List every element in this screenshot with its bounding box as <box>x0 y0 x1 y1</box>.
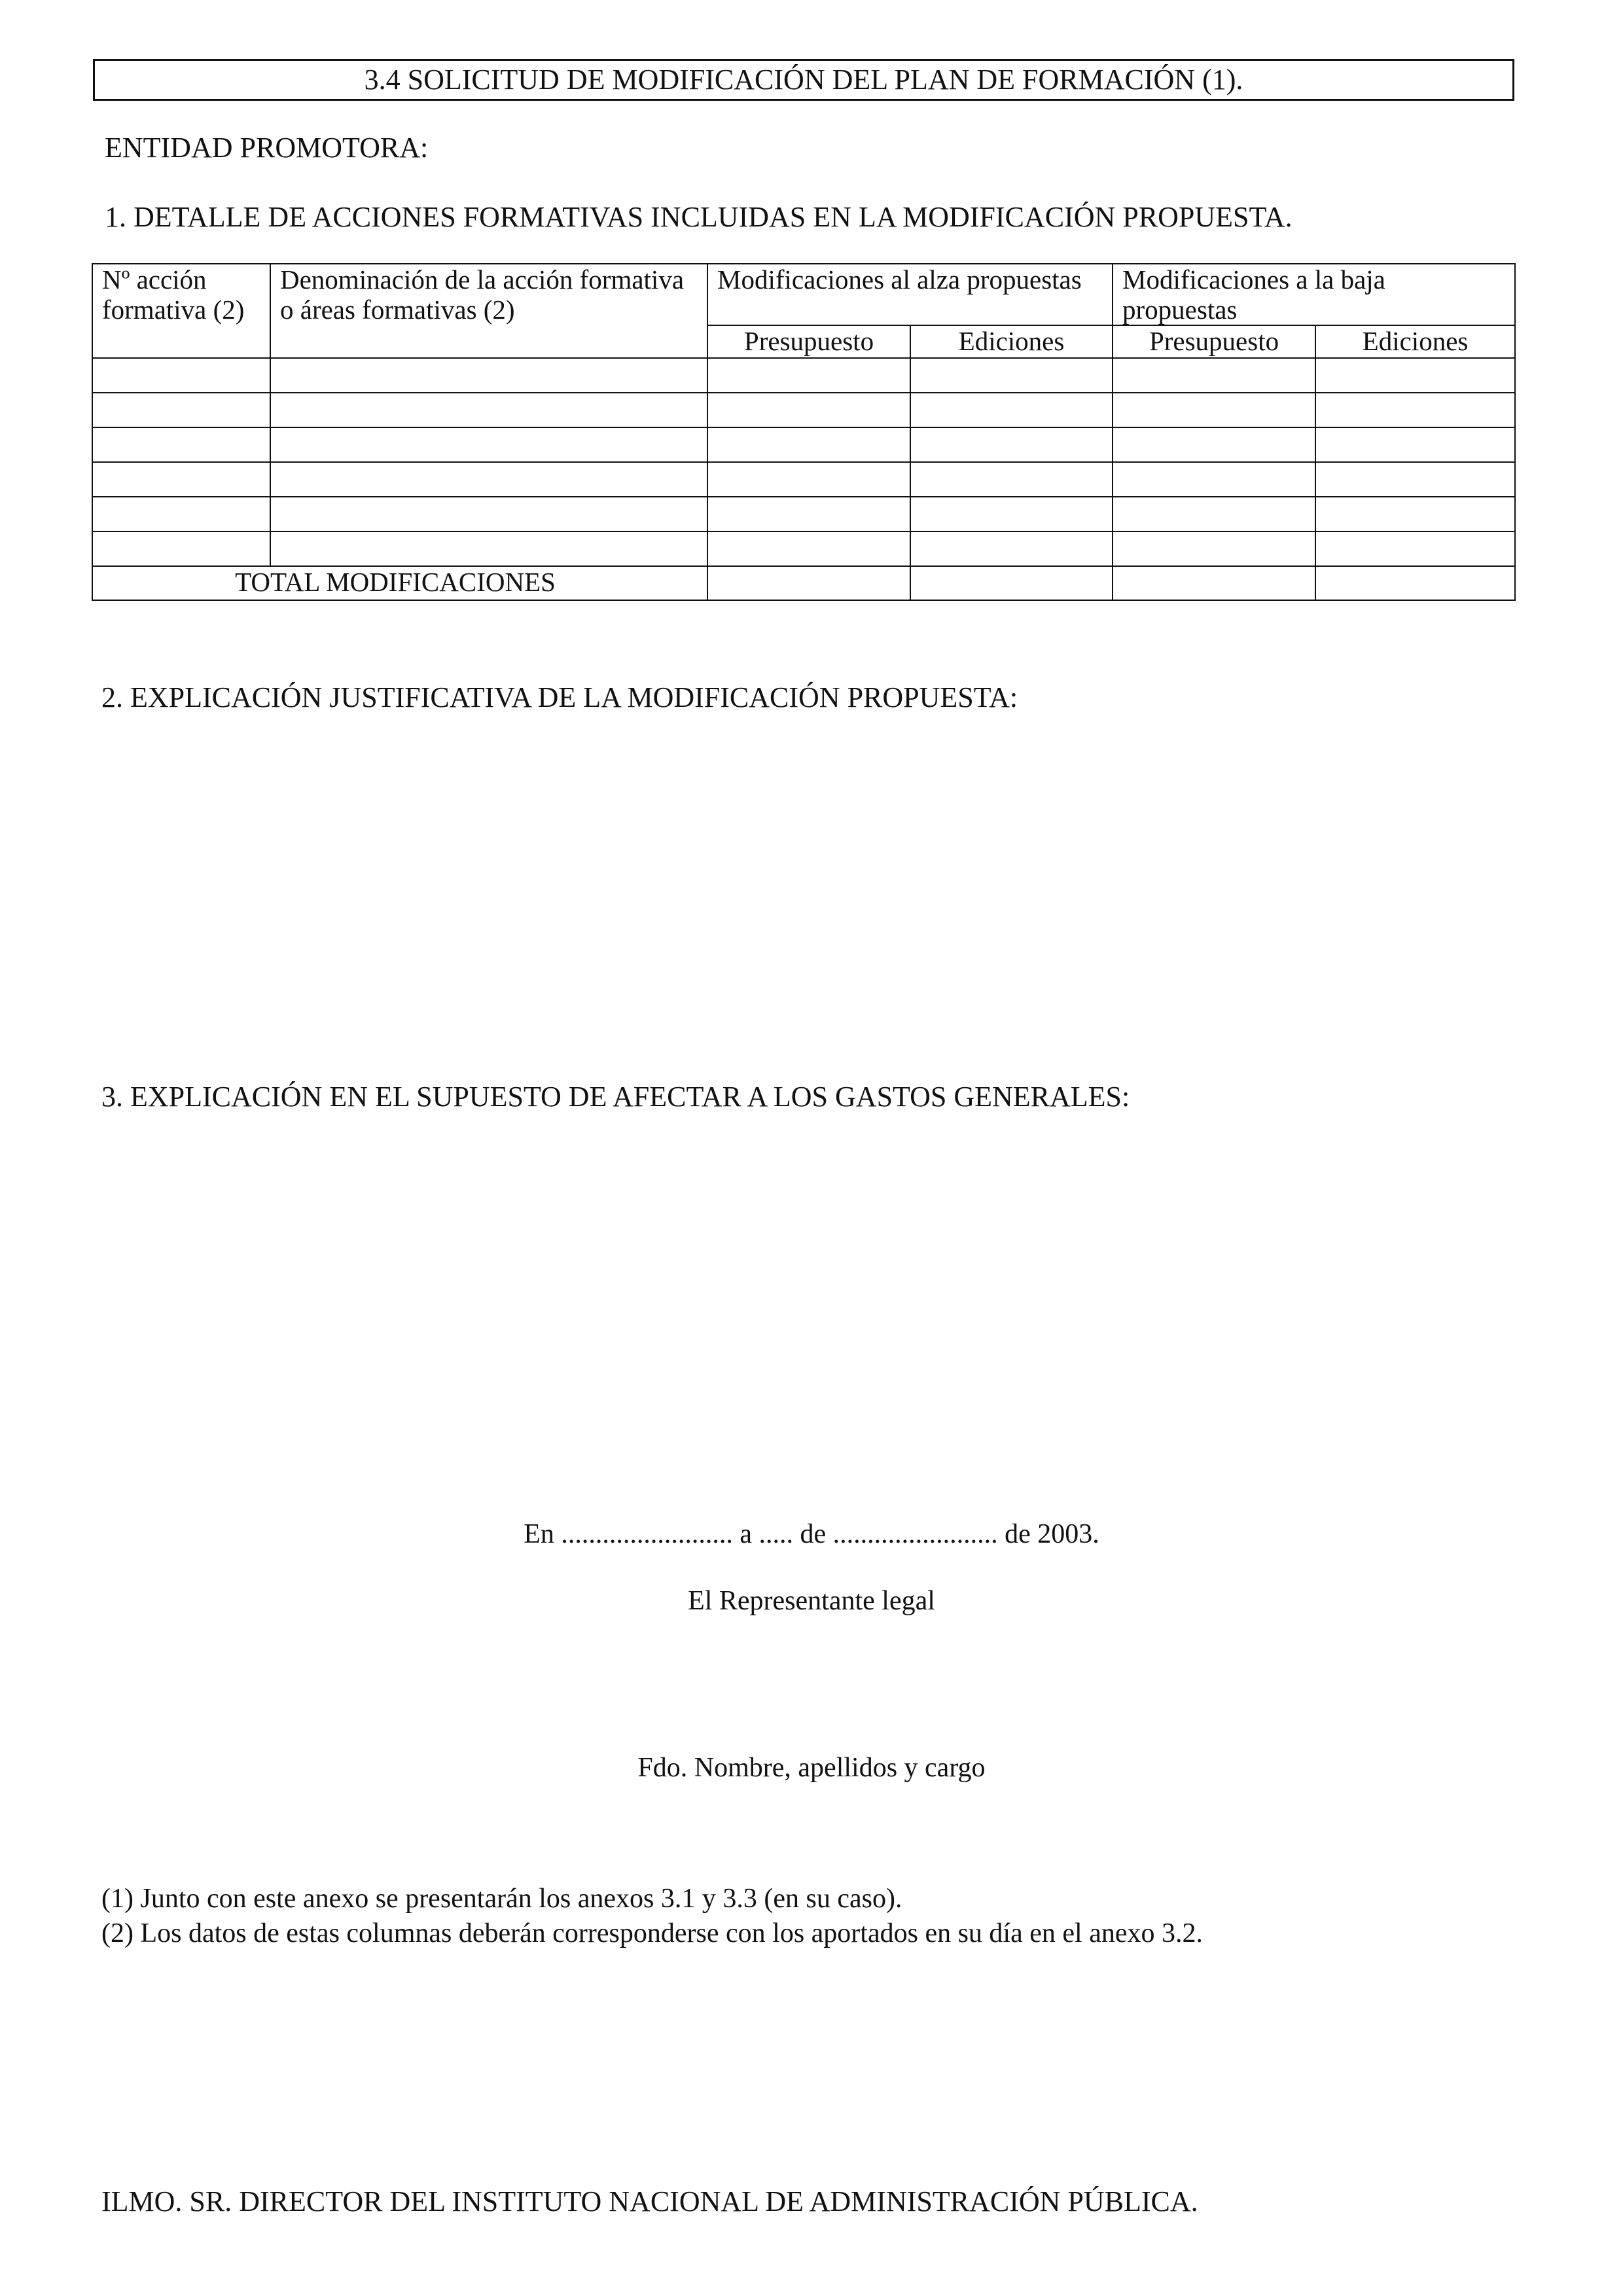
total-presupuesto-baja[interactable] <box>1113 566 1315 600</box>
cell-presupuesto-alza[interactable] <box>707 358 910 393</box>
total-presupuesto-alza[interactable] <box>707 566 910 600</box>
col-header-numero: Nº acción formativa (2) <box>92 264 270 358</box>
cell-ediciones-alza[interactable] <box>910 497 1113 531</box>
cell-presupuesto-baja[interactable] <box>1113 358 1315 393</box>
cell-denominacion[interactable] <box>270 393 707 427</box>
table-total-row <box>92 566 1515 600</box>
table-row <box>92 393 1515 427</box>
cell-presupuesto-baja[interactable] <box>1113 497 1315 531</box>
entidad-promotora-label: ENTIDAD PROMOTORA: <box>105 132 429 164</box>
cell-ediciones-alza[interactable] <box>910 358 1113 393</box>
cell-presupuesto-baja[interactable] <box>1113 462 1315 497</box>
place-date-line: En ......................... a ..... de ........................ de 2003. <box>524 1519 1099 1549</box>
table-row <box>92 497 1515 531</box>
cell-ediciones-alza[interactable] <box>910 462 1113 497</box>
cell-numero[interactable] <box>92 497 270 531</box>
cell-presupuesto-baja[interactable] <box>1113 427 1315 462</box>
cell-numero[interactable] <box>92 462 270 497</box>
cell-denominacion[interactable] <box>270 462 707 497</box>
total-ediciones-alza[interactable] <box>910 566 1113 600</box>
section-1-heading: 1. DETALLE DE ACCIONES FORMATIVAS INCLUIDAS EN LA MODIFICACIÓN PROPUESTA. <box>105 201 1293 233</box>
cell-presupuesto-baja[interactable] <box>1113 531 1315 566</box>
sub-header-presupuesto-alza: Presupuesto <box>707 325 910 358</box>
actions-table <box>92 263 1516 601</box>
cell-presupuesto-alza[interactable] <box>707 427 910 462</box>
sub-header-ediciones-baja: Ediciones <box>1315 325 1515 358</box>
footnote-1: (1) Junto con este anexo se presentarán los anexos 3.1 y 3.3 (en su caso). <box>101 1884 902 1914</box>
cell-presupuesto-alza[interactable] <box>707 462 910 497</box>
cell-presupuesto-alza[interactable] <box>707 531 910 566</box>
cell-denominacion[interactable] <box>270 358 707 393</box>
cell-ediciones-baja[interactable] <box>1315 462 1515 497</box>
cell-denominacion[interactable] <box>270 497 707 531</box>
cell-numero[interactable] <box>92 427 270 462</box>
table-header-row <box>92 264 1515 325</box>
col-header-denominacion: Denominación de la acción formativa o áreas formativas (2) <box>270 264 707 358</box>
cell-ediciones-alza[interactable] <box>910 393 1113 427</box>
table-row <box>92 462 1515 497</box>
signature-label: Fdo. Nombre, apellidos y cargo <box>637 1753 986 1783</box>
sub-header-presupuesto-baja: Presupuesto <box>1113 325 1315 358</box>
section-3-heading: 3. EXPLICACIÓN EN EL SUPUESTO DE AFECTAR A LOS GASTOS GENERALES: <box>101 1081 1130 1113</box>
cell-ediciones-alza[interactable] <box>910 531 1113 566</box>
sub-header-ediciones-alza: Ediciones <box>910 325 1113 358</box>
col-header-alza: Modificaciones al alza propuestas <box>707 264 1113 325</box>
total-ediciones-baja[interactable] <box>1315 566 1515 600</box>
addressee: ILMO. SR. DIRECTOR DEL INSTITUTO NACIONAL DE ADMINISTRACIÓN PÚBLICA. <box>101 2185 1198 2217</box>
table-row <box>92 531 1515 566</box>
cell-ediciones-baja[interactable] <box>1315 531 1515 566</box>
cell-presupuesto-alza[interactable] <box>707 393 910 427</box>
cell-numero[interactable] <box>92 393 270 427</box>
footnote-2: (2) Los datos de estas columnas deberán corresponderse con los aportados en su día en el anexo 3.2. <box>101 1918 1203 1948</box>
cell-denominacion[interactable] <box>270 531 707 566</box>
table-row <box>92 427 1515 462</box>
cell-presupuesto-alza[interactable] <box>707 497 910 531</box>
cell-numero[interactable] <box>92 358 270 393</box>
cell-ediciones-baja[interactable] <box>1315 427 1515 462</box>
cell-ediciones-baja[interactable] <box>1315 358 1515 393</box>
representante-label: El Representante legal <box>688 1586 935 1616</box>
cell-ediciones-baja[interactable] <box>1315 497 1515 531</box>
total-label: TOTAL MODIFICACIONES <box>92 566 707 600</box>
table-row <box>92 358 1515 393</box>
cell-denominacion[interactable] <box>270 427 707 462</box>
cell-numero[interactable] <box>92 531 270 566</box>
cell-presupuesto-baja[interactable] <box>1113 393 1315 427</box>
cell-ediciones-alza[interactable] <box>910 427 1113 462</box>
form-title: 3.4 SOLICITUD DE MODIFICACIÓN DEL PLAN DE FORMACIÓN (1). <box>93 59 1514 101</box>
col-header-baja: Modificaciones a la baja propuestas <box>1113 264 1515 325</box>
section-2-heading: 2. EXPLICACIÓN JUSTIFICATIVA DE LA MODIFICACIÓN PROPUESTA: <box>101 681 1018 713</box>
cell-ediciones-baja[interactable] <box>1315 393 1515 427</box>
